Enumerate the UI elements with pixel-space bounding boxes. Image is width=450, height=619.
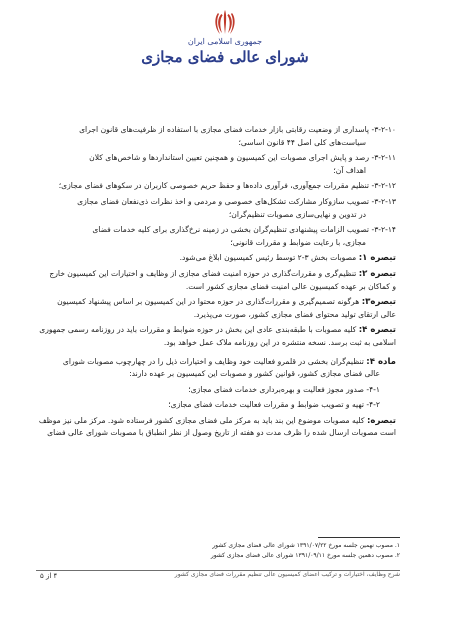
footnote-2: ۲. مصوب دهمین جلسه مورخ ۱۳۹۱/۰۹/۱۱ شورای عالی فضای مجازی کشور	[210, 552, 400, 559]
org-name-small: جمهوری اسلامی ایران	[187, 37, 263, 46]
note-4: تبصره ۴: کلیه مصوبات با طبقه‌بندی عادی این بخش در حوزه ضوابط و مقررات باید در روزنامه رسمی جمهوری اسلامی به ثبت برسد. نسخه منتشره در این روزنامه ملاک عمل خواهد بود.	[39, 325, 396, 347]
clause-3-2-14: ۳-۲-۱۴- تصویب الزامات پیشنهادی تنظیم‌گران بخشی در زمینه نرخ‌گذاری برای کلیه خدمات فضای مجازی، با رعایت ضوابط و مقررات قانونی؛	[92, 225, 396, 247]
clause-3-2-12: ۳-۲-۱۲- تنظیم مقررات جمع‌آوری، فرآوری داده‌ها و حفظ حریم خصوصی کاربران در سکوهای فضای مجازی؛	[58, 181, 396, 191]
page-number: ۴ از ۵	[40, 572, 58, 580]
org-name: شورای عالی فضای مجازی	[141, 48, 309, 66]
letterhead	[0, 8, 450, 66]
footnote-divider	[318, 537, 400, 538]
clause-3-2-11: ۳-۲-۱۱- رصد و پایش اجرای مصوبات این کمیسیون و همچنین تعیین استانداردها و شاخص‌های کلان اهداف آن؛	[89, 153, 396, 175]
footer-title: شرح وظایف، اختیارات و ترکیب اعضای کمیسیون عالی تنظیم مقررات فضای مجازی کشور	[174, 571, 400, 578]
clause-4-1: ۴-۱- صدور مجوز فعالیت و بهره‌برداری خدمات فضای مجازی؛	[188, 384, 380, 394]
article-4: ماده ۴: تنظیم‌گران بخشی در قلمرو فعالیت خود وظایف و اختیارات ذیل را در چهارچوب مصوبات شورای عالی فضای مجازی کشور، قوانین کشور و مصوبات این کمیسیون بر عهده دارند:	[62, 356, 396, 379]
note-2: تبصره ۲: تنظیم‌گری و مقررات‌گذاری در حوزه امنیت فضای مجازی از وظایف و اختیارات این کمیسیون خارج و کماکان بر عهده کمیسیون عالی امنیت فضای مجازی کشور است.	[49, 268, 396, 291]
clause-4-2: ۴-۲- تهیه و تصویب ضوابط و مقررات فعالیت خدمات فضای مجازی؛	[168, 400, 380, 410]
note-final: تبصره: کلیه مصوبات موضوع این بند باید به مرکز ملی فضای مجازی کشور فرستاده شود. مرکز ملی نیز موظف است مصوبات ارسال شده را ظرف مدت دو هفته از تاریخ وصول از نظر انطباق با مصوبات شورای عالی فضای	[38, 415, 396, 438]
document-body	[36, 124, 396, 443]
note-3: تبصره۳: هرگونه تصمیم‌گیری و مقررات‌گذاری در حوزه محتوا در این کمیسیون بر اساس پیشنهاد کمیسیون عالی ارتقای تولید محتوای فضای مجازی کشور، صورت می‌پذیرد.	[57, 297, 396, 319]
clause-3-2-13: ۳-۲-۱۳- تصویب سازوکار مشارکت تشکل‌های خصوصی و مردمی و اخذ نظرات ذی‌نفعان فضای مجازی در تدوین و نهایی‌سازی مصوبات تنظیم‌گران؛	[77, 196, 396, 219]
clause-3-2-10: ۳-۲-۱۰- پاسداری از وضعیت رقابتی بازار خدمات فضای مجازی با استفاده از ظرفیت‌های قانون اجرای سیاست‌های کلی اصل ۴۴ قانون اساسی؛	[79, 125, 396, 147]
footnotes	[36, 541, 400, 561]
footnote-1: ۱. مصوب نهمین جلسه مورخ ۱۳۹۱/۰۷/۲۲ شورای عالی فضای مجازی کشور	[212, 542, 400, 549]
iran-emblem-icon	[214, 8, 236, 36]
note-1: تبصره ۱: مصوبات بخش ۳-۲ توسط رئیس کمیسیون ابلاغ می‌شود.	[179, 253, 396, 264]
